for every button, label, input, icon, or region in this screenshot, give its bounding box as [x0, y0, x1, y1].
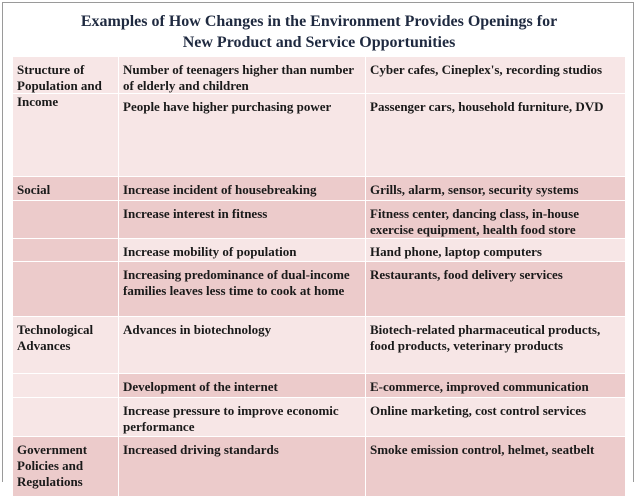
- table-row: [13, 57, 625, 94]
- category-cell: Government Policies and Regulations: [13, 437, 119, 497]
- opportunity-cell: Cyber cafes, Cineplex's, recording studios: [366, 57, 625, 93]
- table-row: [13, 398, 625, 437]
- opportunity-cell: Biotech-related pharmaceutical products, food products, veterinary products: [366, 317, 625, 373]
- category-cell: Social: [13, 177, 119, 317]
- category-cell: Technological Advances: [13, 317, 119, 437]
- trend-cell: People have higher purchasing power: [119, 94, 366, 176]
- table-row: [13, 437, 625, 497]
- table-row: [13, 317, 625, 374]
- trend-cell: Increase incident of housebreaking: [119, 177, 366, 200]
- table-row: [13, 201, 625, 239]
- trend-cell: Number of teenagers higher than number of elderly and children: [119, 57, 366, 93]
- table-row: [13, 374, 625, 398]
- table-row: [13, 177, 625, 201]
- slide-title: [10, 11, 628, 53]
- trend-cell: Increase interest in fitness: [119, 201, 366, 238]
- opportunities-table: [13, 57, 625, 489]
- table-row: [13, 94, 625, 177]
- opportunity-cell: Fitness center, dancing class, in-house exercise equipment, health food store: [366, 201, 625, 238]
- trend-cell: Development of the internet: [119, 374, 366, 397]
- opportunity-cell: Restaurants, food delivery services: [366, 262, 625, 316]
- trend-cell: Increasing predominance of dual-income families leaves less time to cook at home: [119, 262, 366, 316]
- title-line-2: New Product and Service Opportunities: [182, 34, 456, 51]
- opportunity-cell: E-commerce, improved communication: [366, 374, 625, 397]
- trend-cell: Increase pressure to improve economic performance: [119, 398, 366, 436]
- opportunity-cell: Hand phone, laptop computers: [366, 239, 625, 261]
- table-row: [13, 239, 625, 262]
- opportunity-cell: Online marketing, cost control services: [366, 398, 625, 436]
- opportunity-cell: Smoke emission control, helmet, seatbelt: [366, 437, 625, 496]
- category-cell: Structure of Population and Income: [13, 57, 119, 177]
- table-row: [13, 262, 625, 317]
- trend-cell: Advances in biotechnology: [119, 317, 366, 373]
- trend-cell: Increased driving standards: [119, 437, 366, 496]
- trend-cell: Increase mobility of population: [119, 239, 366, 261]
- opportunity-cell: Grills, alarm, sensor, security systems: [366, 177, 625, 200]
- title-line-1: Examples of How Changes in the Environment Provides Openings for: [80, 13, 558, 30]
- opportunity-cell: Passenger cars, household furniture, DVD: [366, 94, 625, 176]
